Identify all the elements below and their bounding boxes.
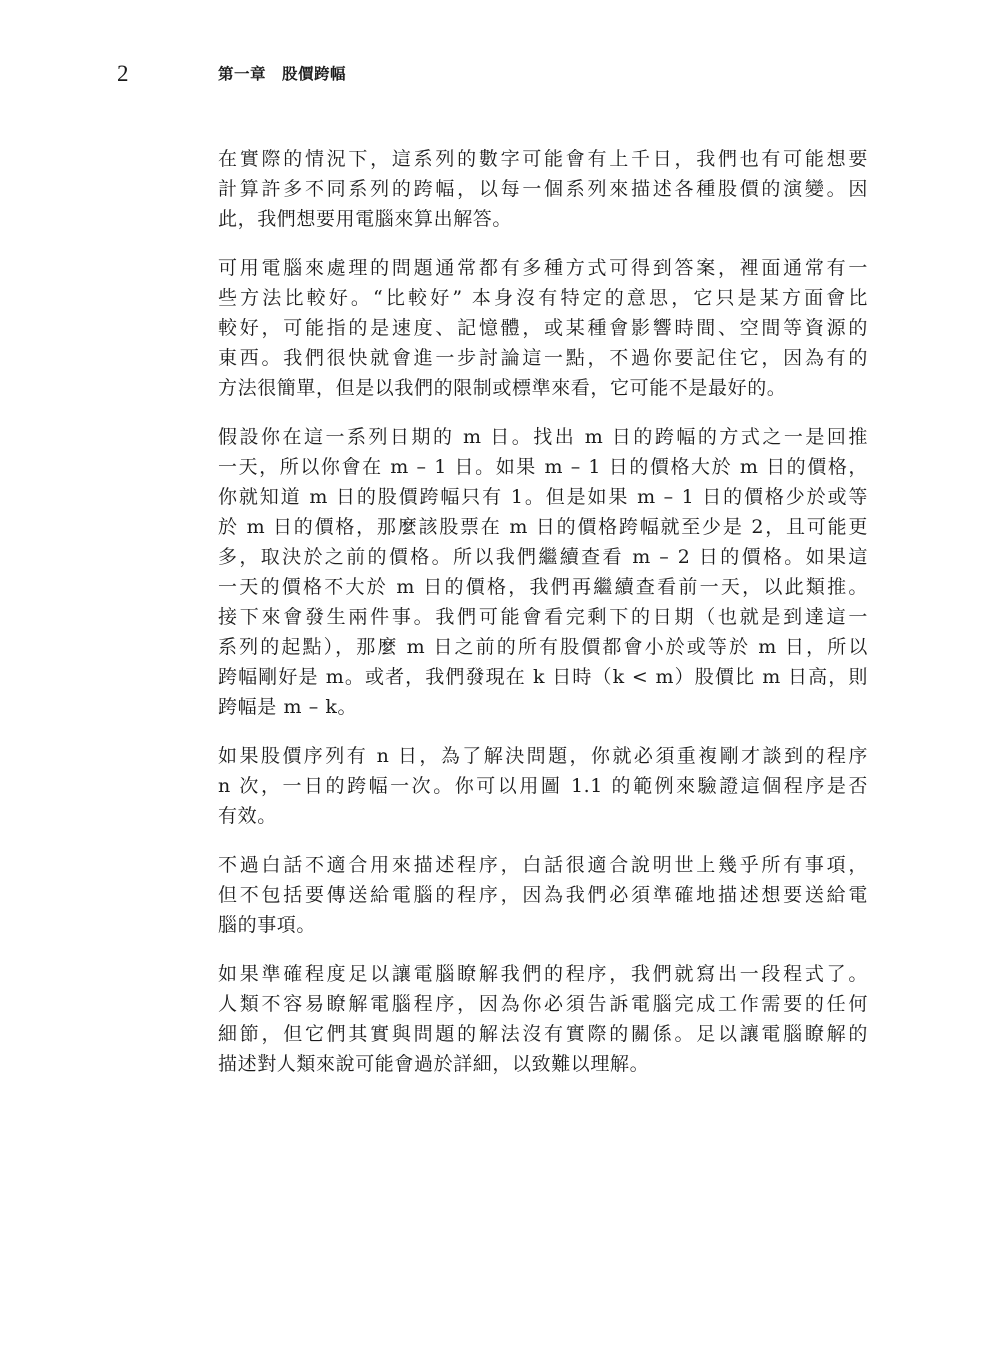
text-line: 較好，可能指的是速度、記憶體，或某種會影響時間、空間等資源的	[218, 317, 868, 339]
text-line: 於 m 日的價格，那麼該股票在 m 日的價格跨幅就至少是 2，且可能更	[218, 516, 868, 538]
paragraph-6	[218, 959, 868, 1079]
page-number: 2	[117, 61, 129, 86]
text-line: 在實際的情況下，這系列的數字可能會有上千日，我們也有可能想要	[218, 148, 868, 170]
text-line: 方法很簡單，但是以我們的限制或標準來看，它可能不是最好的。	[218, 377, 787, 399]
text-line: 你就知道 m 日的股價跨幅只有 1。但是如果 m – 1 日的價格少於或等	[218, 486, 868, 508]
body-text	[218, 144, 868, 1098]
text-line: 東西。我們很快就會進一步討論這一點，不過你要記住它，因為有的	[218, 347, 868, 369]
text-line: 細節，但它們其實與問題的解法沒有實際的關係。足以讓電腦瞭解的	[218, 1023, 868, 1045]
text-line: 跨幅是 m – k。	[218, 696, 358, 718]
text-line: 人類不容易瞭解電腦程序，因為你必須告訴電腦完成工作需要的任何	[218, 993, 868, 1015]
text-line: 一天，所以你會在 m – 1 日。如果 m – 1 日的價格大於 m 日的價格，	[218, 456, 868, 478]
paragraph-5	[218, 850, 868, 940]
text-line: 計算許多不同系列的跨幅，以每一個系列來描述各種股價的演變。因	[218, 178, 868, 200]
chapter-title: 第一章 股價跨幅	[218, 65, 347, 83]
page-header	[0, 56, 1000, 92]
paragraph-2	[218, 253, 868, 403]
text-line: 假設你在這一系列日期的 m 日。找出 m 日的跨幅的方式之一是回推	[218, 426, 868, 448]
text-line: 腦的事項。	[218, 914, 317, 936]
text-line: 有效。	[218, 805, 277, 827]
text-line: 多，取決於之前的價格。所以我們繼續查看 m – 2 日的價格。如果這	[218, 546, 868, 568]
text-line: n 次，一日的跨幅一次。你可以用圖 1.1 的範例來驗證這個程序是否	[218, 775, 868, 797]
text-line: 描述對人類來說可能會過於詳細，以致難以理解。	[218, 1053, 650, 1075]
text-line: 些方法比較好。“比較好” 本身沒有特定的意思，它只是某方面會比	[218, 287, 868, 309]
paragraph-4	[218, 741, 868, 831]
text-line: 但不包括要傳送給電腦的程序，因為我們必須準確地描述想要送給電	[218, 884, 868, 906]
text-line: 如果股價序列有 n 日，為了解決問題，你就必須重複剛才談到的程序	[218, 745, 868, 767]
paragraph-1	[218, 144, 868, 234]
text-line: 跨幅剛好是 m。或者，我們發現在 k 日時（k < m）股價比 m 日高，則	[218, 666, 868, 688]
text-line: 可用電腦來處理的問題通常都有多種方式可得到答案，裡面通常有一	[218, 257, 868, 279]
text-line: 如果準確程度足以讓電腦瞭解我們的程序，我們就寫出一段程式了。	[218, 963, 868, 985]
text-line: 一天的價格不大於 m 日的價格，我們再繼續查看前一天，以此類推。	[218, 576, 868, 598]
text-line: 此，我們想要用電腦來算出解答。	[218, 208, 513, 230]
text-line: 不過白話不適合用來描述程序，白話很適合說明世上幾乎所有事項，	[218, 854, 868, 876]
text-line: 系列的起點），那麼 m 日之前的所有股價都會小於或等於 m 日，所以	[218, 636, 868, 658]
paragraph-3	[218, 422, 868, 722]
text-line: 接下來會發生兩件事。我們可能會看完剩下的日期（也就是到達這一	[218, 606, 868, 628]
